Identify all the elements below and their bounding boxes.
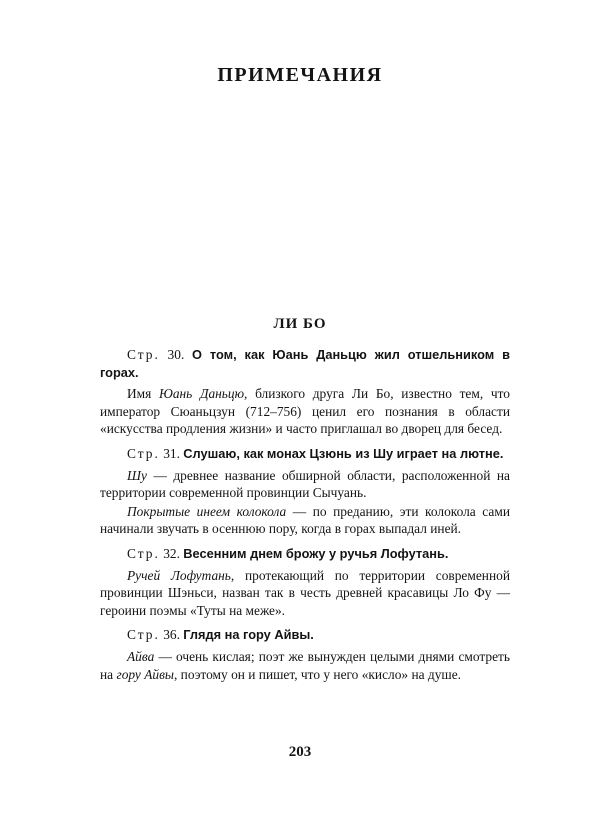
note-term: Ручей Лофутань bbox=[127, 567, 231, 583]
page-ref-label: Стр. bbox=[127, 545, 160, 561]
page-ref-label: Стр. bbox=[127, 627, 160, 643]
note-heading bbox=[100, 545, 510, 563]
note-body bbox=[100, 503, 510, 538]
note-term: Шу bbox=[127, 467, 147, 483]
note-text: , протекающий по территории современной провинции Шэньси, назван так в честь древней красавицы Ло Фу — героини поэмы «Туты на меже». bbox=[100, 567, 510, 618]
page-ref-number: 31. bbox=[163, 445, 180, 461]
section-heading: ЛИ БО bbox=[273, 316, 327, 332]
page-ref-label: Стр. bbox=[127, 445, 160, 461]
note-title: Слушаю, как монах Цзюнь из Шу играет на лютне. bbox=[183, 445, 504, 461]
note-body bbox=[100, 567, 510, 620]
page-ref-label: Стр. bbox=[127, 347, 160, 362]
note-text: — древнее название обширной области, расположенной на территории современной провинции Сычуань. bbox=[100, 467, 510, 501]
page-number: 203 bbox=[288, 744, 312, 760]
notes-list bbox=[100, 346, 510, 683]
note-text: — по преданию, эти колокола сами начинали звучать в осеннюю пору, когда в горах выпадал иней. bbox=[100, 503, 510, 537]
note-text: , поэтому он и пишет, что у него «кисло» на душе. bbox=[173, 666, 462, 682]
note-term: Покрытые инеем колокола bbox=[127, 503, 287, 519]
note-text: — очень кислая; поэт же вынужден целыми днями смотреть на bbox=[100, 648, 510, 682]
note-term: Юань Даньцю bbox=[159, 386, 245, 402]
note-body bbox=[100, 648, 510, 683]
note-text: Имя bbox=[127, 386, 159, 402]
note-title: О том, как Юань Даньцю жил отшельником в горах. bbox=[100, 347, 511, 380]
note-heading bbox=[100, 626, 510, 644]
note-body bbox=[100, 385, 510, 438]
page-ref-number: 32. bbox=[163, 545, 180, 561]
page-title: ПРИМЕЧАНИЯ bbox=[217, 64, 383, 86]
note-term: Айва bbox=[127, 648, 155, 664]
note-heading bbox=[100, 445, 510, 463]
note-term: гору Айвы bbox=[116, 666, 174, 682]
note-body bbox=[100, 467, 510, 502]
page-ref-number: 30. bbox=[167, 347, 185, 362]
note-heading bbox=[100, 346, 510, 381]
note-title: Весенним днем брожу у ручья Лофутань. bbox=[183, 545, 449, 561]
page-ref-number: 36. bbox=[163, 627, 180, 643]
note-title: Глядя на гору Айвы. bbox=[183, 627, 314, 643]
note-text: , близкого друга Ли Бо, известно тем, что император Сюаньцзун (712–756) ценил его познания в области «искусства продления жизни» и часто приглашал во дворец для бесед. bbox=[100, 386, 510, 437]
